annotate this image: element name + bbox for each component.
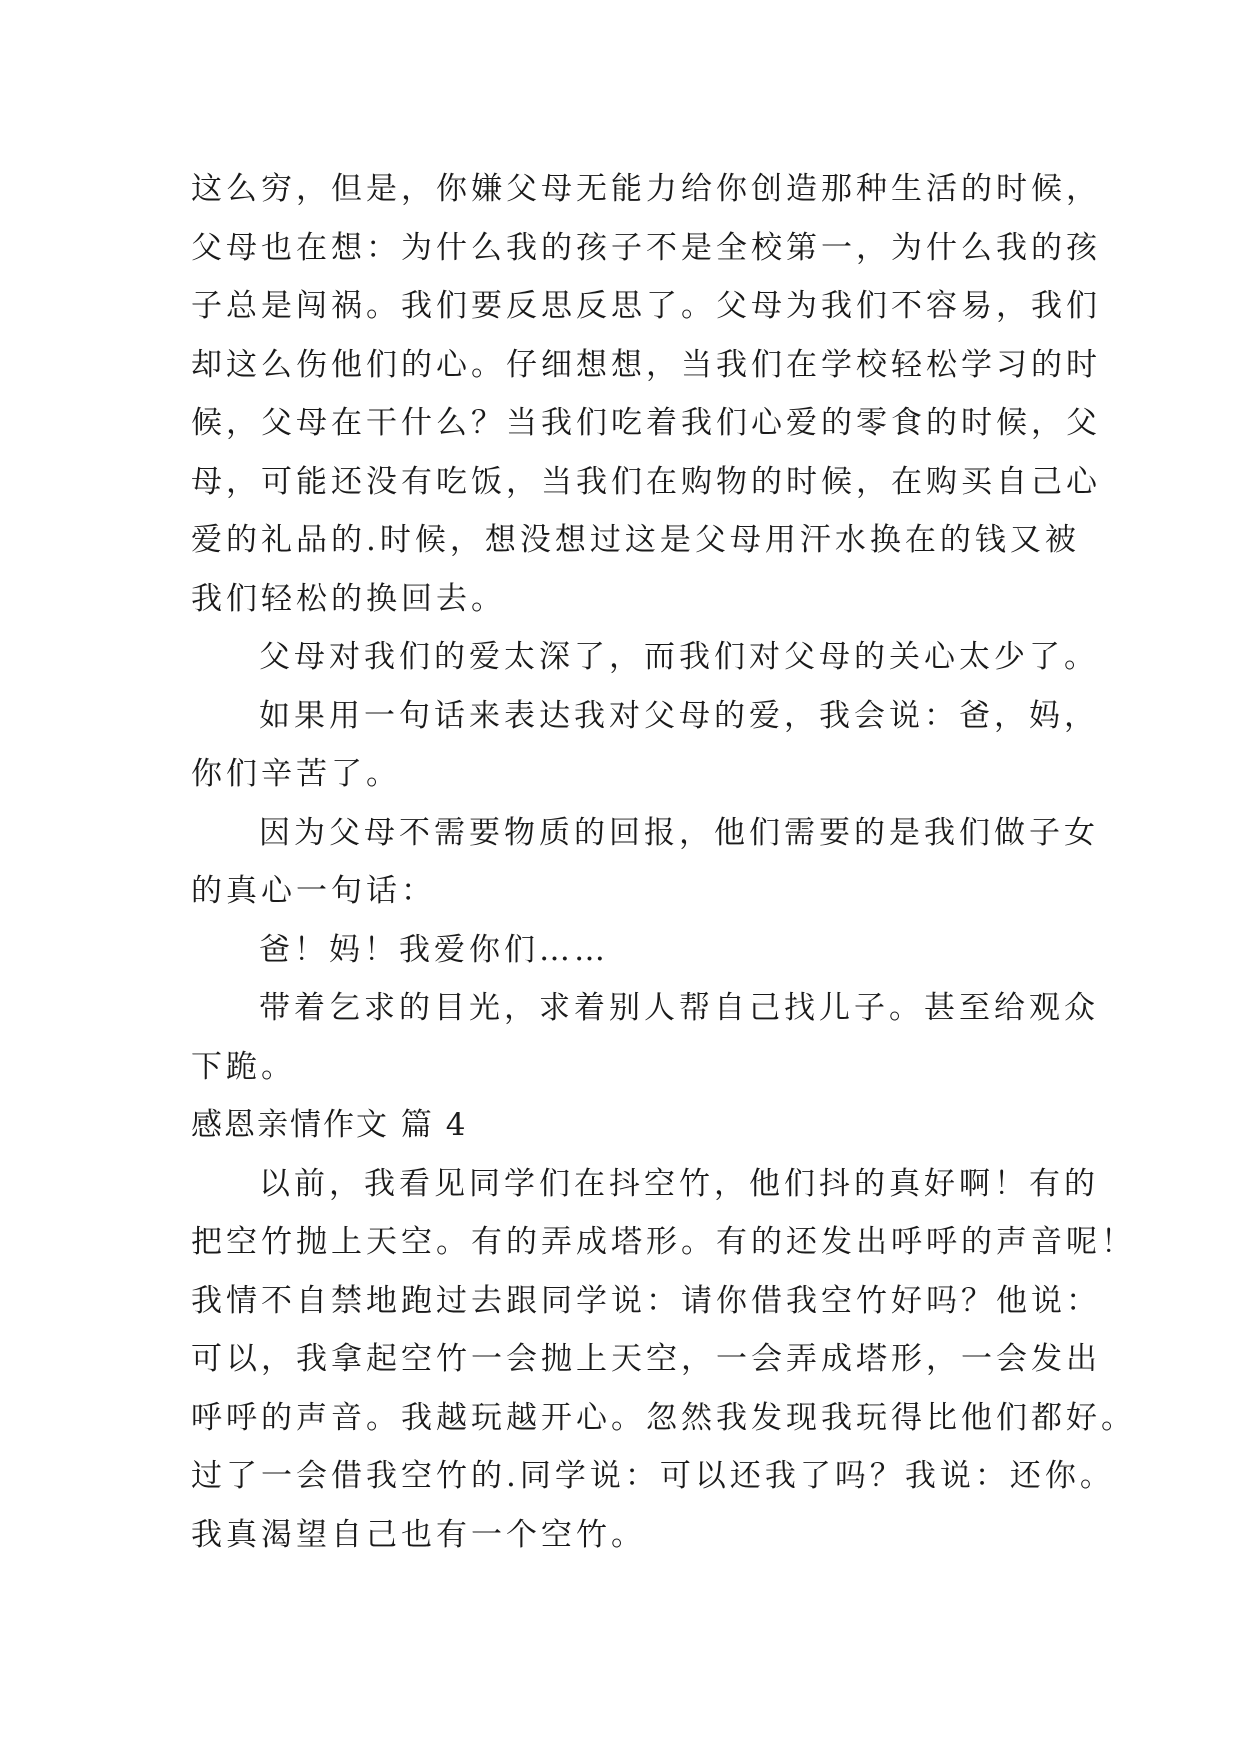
paragraph-start: 父母对我们的爱太深了，而我们对父母的关心太少了。 xyxy=(259,639,1099,675)
text-line: 的真心一句话： xyxy=(191,873,436,909)
text-line: 这么穷，但是，你嫌父母无能力给你创造那种生活的时候， xyxy=(191,171,1101,207)
paragraph-start: 因为父母不需要物质的回报，他们需要的是我们做子女 xyxy=(259,814,1099,851)
text-line: 呼呼的声音。我越玩越开心。忽然我发现我玩得比他们都好。 xyxy=(191,1399,1136,1436)
text-line: 下跪。 xyxy=(191,1048,296,1085)
paragraph-start: 爸！妈！我爱你们…… xyxy=(259,931,609,968)
paragraph-start: 带着乞求的目光，求着别人帮自己找儿子。甚至给观众 xyxy=(259,990,1099,1026)
text-line: 我们轻松的换回去。 xyxy=(191,580,506,617)
text-line: 爱的礼品的.时候，想没想过这是父母用汗水换在的钱又被 xyxy=(191,522,1080,558)
text-line: 父母也在想：为什么我的孩子不是全校第一，为什么我的孩 xyxy=(191,229,1101,266)
text-line: 你们辛苦了。 xyxy=(191,756,401,792)
text-line: 把空竹抛上天空。有的弄成塔形。有的还发出呼呼的声音呢！ xyxy=(191,1224,1136,1260)
paragraph-start: 以前，我看见同学们在抖空竹，他们抖的真好啊！有的 xyxy=(259,1165,1099,1202)
text-line: 我情不自禁地跑过去跟同学说：请你借我空竹好吗？他说： xyxy=(191,1282,1101,1319)
text-line: 子总是闯祸。我们要反思反思了。父母为我们不容易，我们 xyxy=(191,288,1101,324)
text-line: 却这么伤他们的心。仔细想想，当我们在学校轻松学习的时 xyxy=(191,346,1101,383)
text-line: 过了一会借我空竹的.同学说：可以还我了吗？我说：还你。 xyxy=(191,1458,1115,1494)
text-line: 可以，我拿起空竹一会抛上天空，一会弄成塔形，一会发出 xyxy=(191,1341,1101,1377)
section-heading: 感恩亲情作文 篇 4 xyxy=(191,1107,468,1143)
document-body xyxy=(191,160,1136,1564)
paragraph-start: 如果用一句话来表达我对父母的爱，我会说：爸，妈， xyxy=(259,697,1099,734)
text-line: 候，父母在干什么？当我们吃着我们心爱的零食的时候，父 xyxy=(191,405,1101,441)
text-line: 我真渴望自己也有一个空竹。 xyxy=(191,1516,646,1553)
text-line: 母，可能还没有吃饭，当我们在购物的时候，在购买自己心 xyxy=(191,463,1101,500)
